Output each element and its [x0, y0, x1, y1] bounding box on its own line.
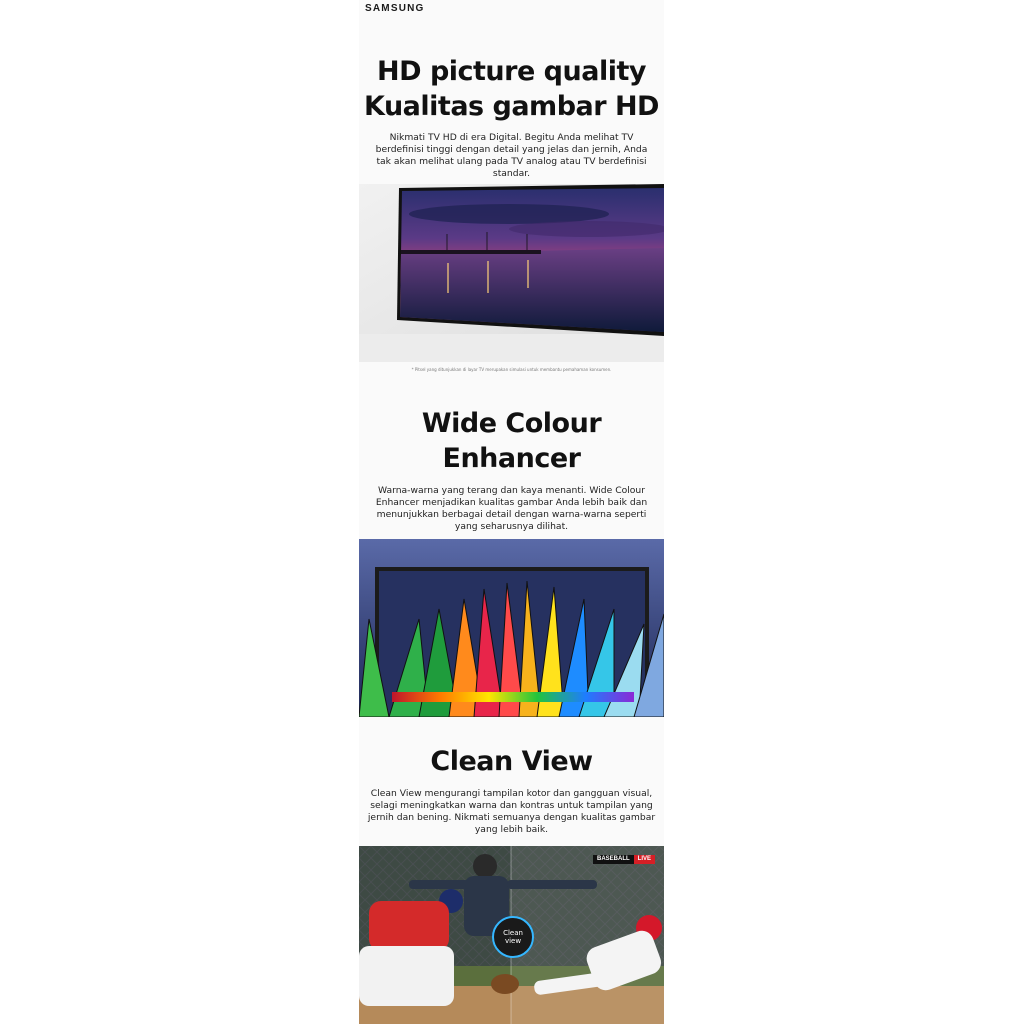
hd-title-line2: Kualitas gambar HD [364, 91, 659, 122]
product-description-panel [359, 0, 664, 1024]
clean-view-button-line2: view [504, 937, 522, 945]
baseball-live-badge [593, 855, 655, 864]
hd-disclaimer: * Pitsel yang ditunjukkan di layar TV merupakan simulasi untuk membantu pemahaman konsumen. [411, 367, 612, 372]
samsung-logo: SAMSUNG [365, 3, 425, 14]
wce-tv-image [359, 539, 664, 717]
wce-description: Warna-warna yang terang dan kaya menanti. Wide Colour Enhancer menjadikan kualitas gambar Anda lebih baik dan menunjukkan berbagai detail dengan warna-warna seperti yang seharusnya dilihat. [375, 485, 648, 532]
wce-title-line1: Wide Colour [421, 408, 602, 439]
clean-view-image [359, 846, 664, 1024]
badge-label: BASEBALL [593, 855, 634, 864]
clean-view-button[interactable] [492, 916, 534, 958]
hd-description: Nikmati TV HD di era Digital. Begitu Anda melihat TV berdefinisi tinggi dengan detail yang jelas dan jernih, Anda tak akan melihat ulang pada TV analog atau TV berdefinisi standar. [375, 132, 648, 179]
wce-title-line2: Enhancer [442, 443, 581, 474]
clean-view-title: Clean View [430, 746, 593, 777]
clean-view-description: Clean View mengurangi tampilan kotor dan gangguan visual, selagi meningkatkan warna dan kontras untuk tampilan yang jernih dan bening. Nikmati semuanya dengan kualitas gambar yang lebih baik. [367, 788, 656, 835]
clean-view-button-line1: Clean [503, 929, 523, 937]
badge-live: LIVE [634, 855, 655, 864]
hd-tv-image [359, 184, 664, 362]
hd-title-line1: HD picture quality [377, 56, 646, 87]
